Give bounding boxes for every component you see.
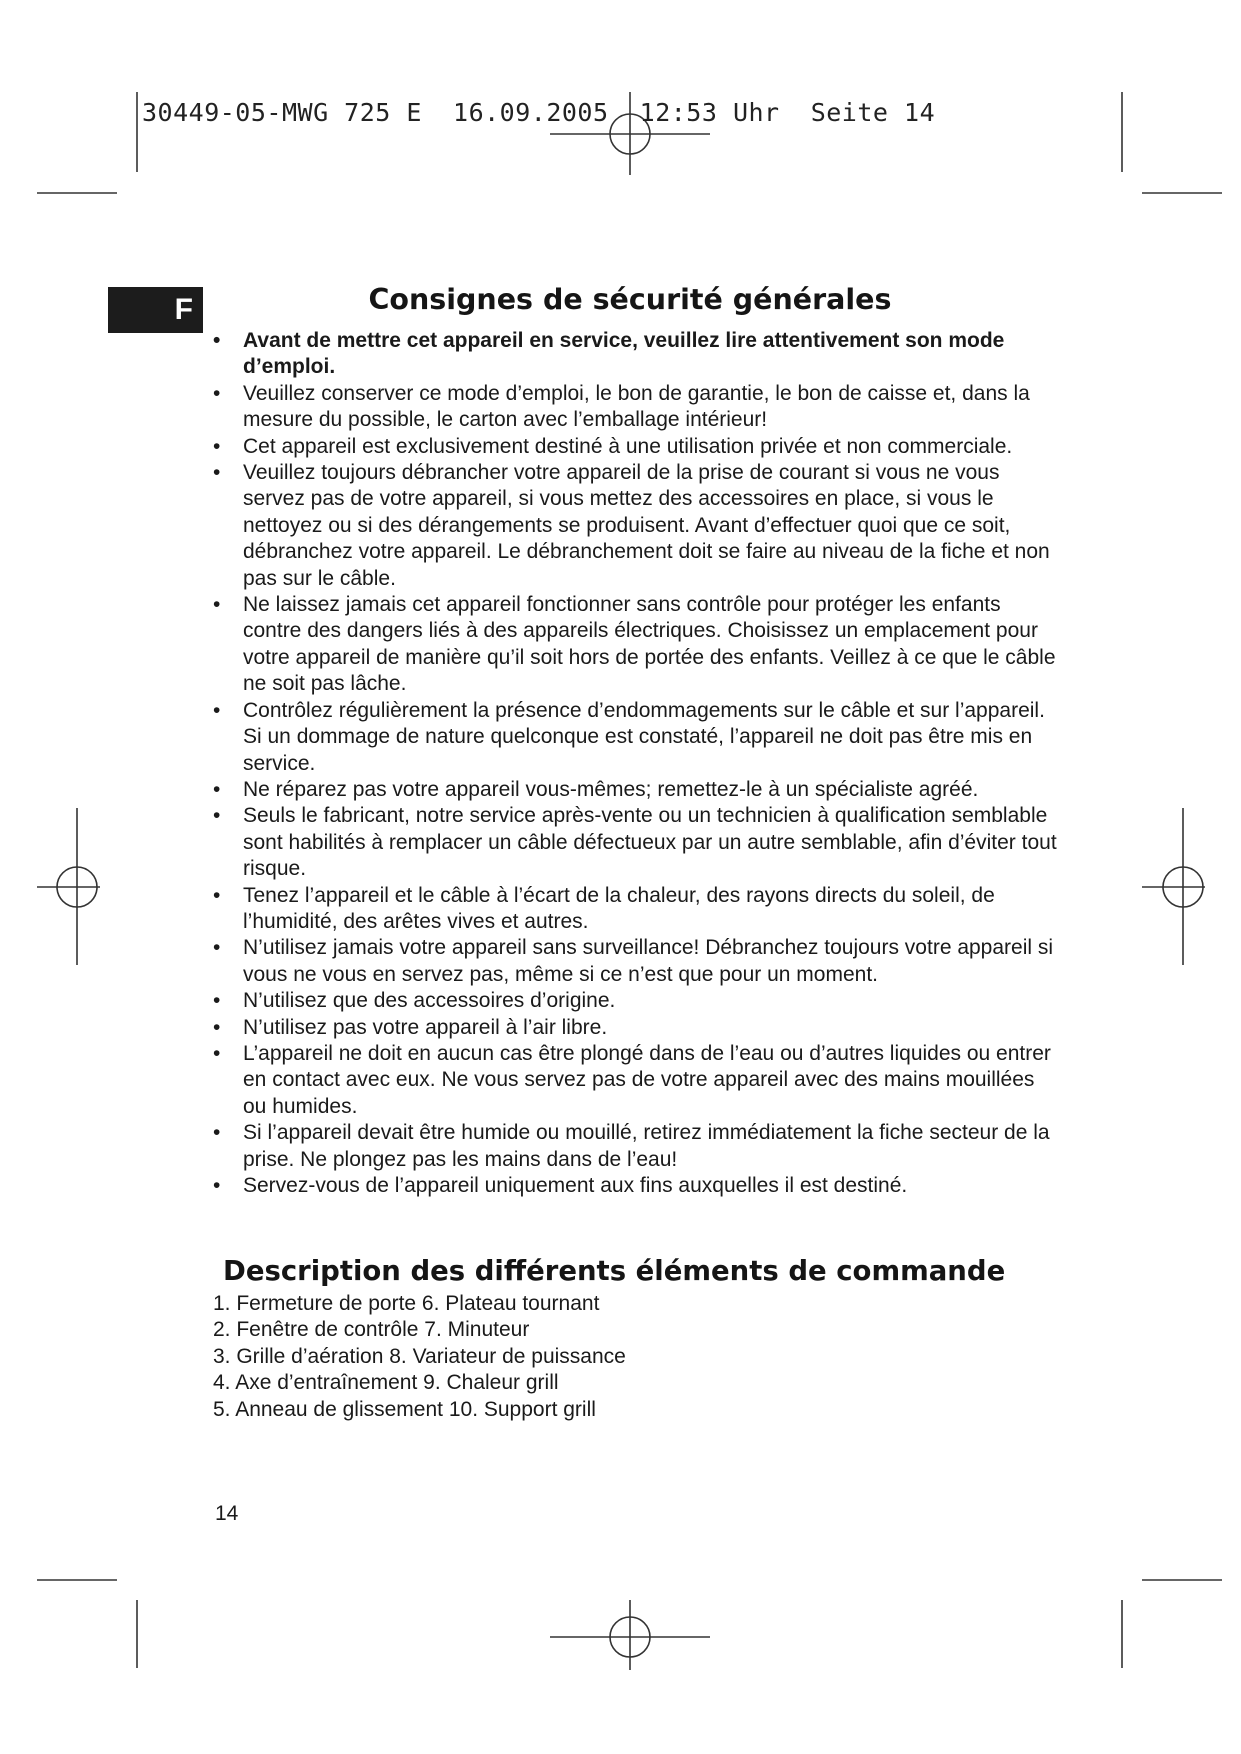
safety-item: • Veuillez toujours débrancher votre appareil de la prise de courant si vous ne vous servez pas de votre appareil, si vous mettez des accessoires en place, si vous le nettoyez ou si des dérangements se produisent. Avant d’effectuer quoi que ce soit, débranchez votre appareil. Le débranchement doit se faire au niveau de la fiche et non pas sur le câble. bbox=[213, 461, 1050, 590]
safety-item: • Tenez l’appareil et le câble à l’écart de la chaleur, des rayons directs du soleil, de l’humidité, des arêtes vives et autres. bbox=[213, 883, 995, 933]
safety-item: • N’utilisez que des accessoires d’origine. bbox=[213, 989, 616, 1013]
safety-item: • Cet appareil est exclusivement destiné à une utilisation privée et non commerciale. bbox=[213, 434, 1013, 458]
safety-item: • Seuls le fabricant, notre service après-vente ou un technicien à qualification semblable sont habilités à remplacer un câble défectueux par un autre semblable, afin d’éviter tout risque. bbox=[213, 804, 1057, 881]
registration-mark-left bbox=[37, 808, 100, 965]
safety-item: • Ne laissez jamais cet appareil fonctionner sans contrôle pour protéger les enfants contre des dangers liés à des appareils électriques. Choisissez un emplacement pour votre appareil de manière qu’il soit hors de portée des enfants. Veillez à ce que le câble ne soit pas lâche. bbox=[213, 593, 1056, 696]
controls-title: Description des différents éléments de commande bbox=[223, 1255, 1006, 1287]
controls-item: 2. Fenêtre de contrôle 7. Minuteur bbox=[213, 1318, 530, 1342]
controls-list bbox=[213, 1291, 626, 1423]
safety-item: • Servez-vous de l’appareil uniquement aux fins auxquelles il est destiné. bbox=[213, 1174, 908, 1197]
print-header-slug: 30449-05-MWG 725 E 16.09.2005 12:53 Uhr Seite 14 bbox=[142, 98, 936, 127]
controls-item: 5. Anneau de glissement 10. Support grill bbox=[213, 1397, 596, 1421]
language-tab: F bbox=[108, 287, 203, 333]
safety-list bbox=[213, 328, 1063, 1199]
safety-item: • N’utilisez pas votre appareil à l’air libre. bbox=[213, 1015, 608, 1039]
controls-item: 1. Fermeture de porte 6. Plateau tournant bbox=[213, 1292, 600, 1315]
safety-item: • N’utilisez jamais votre appareil sans surveillance! Débranchez toujours votre appareil si vous ne vous en servez pas, même si ce n’est que pour un moment. bbox=[213, 936, 1054, 986]
safety-item: • Si l’appareil devait être humide ou mouillé, retirez immédiatement la fiche secteur de la prise. Ne plongez pas les mains dans de l’eau! bbox=[213, 1121, 1050, 1171]
registration-mark-bottom bbox=[550, 1600, 710, 1670]
safety-item: • Ne réparez pas votre appareil vous-mêmes; remettez-le à un spécialiste agréé. bbox=[213, 777, 979, 801]
registration-mark-right bbox=[1142, 808, 1205, 965]
safety-item: • Avant de mettre cet appareil en service, veuillez lire attentivement son mode d’emploi. bbox=[213, 329, 1005, 379]
safety-item: • L’appareil ne doit en aucun cas être plongé dans de l’eau ou d’autres liquides ou entrer en contact avec eux. Ne vous servez pas de votre appareil avec des mains mouillées ou humides. bbox=[213, 1041, 1051, 1118]
controls-item: 3. Grille d’aération 8. Variateur de puissance bbox=[213, 1344, 626, 1368]
controls-item: 4. Axe d’entraînement 9. Chaleur grill bbox=[213, 1371, 559, 1395]
safety-item: • Contrôlez régulièrement la présence d’endommagements sur le câble et sur l’appareil. Si un dommage de nature quelconque est constaté, l’appareil ne doit pas être mis en service. bbox=[213, 698, 1045, 775]
safety-item: • Veuillez conserver ce mode d’emploi, le bon de garantie, le bon de caisse et, dans la mesure du possible, le carton avec l’emballage intérieur! bbox=[213, 381, 1030, 432]
page-number: 14 bbox=[215, 1502, 239, 1525]
safety-title: Consignes de sécurité générales bbox=[368, 283, 892, 316]
